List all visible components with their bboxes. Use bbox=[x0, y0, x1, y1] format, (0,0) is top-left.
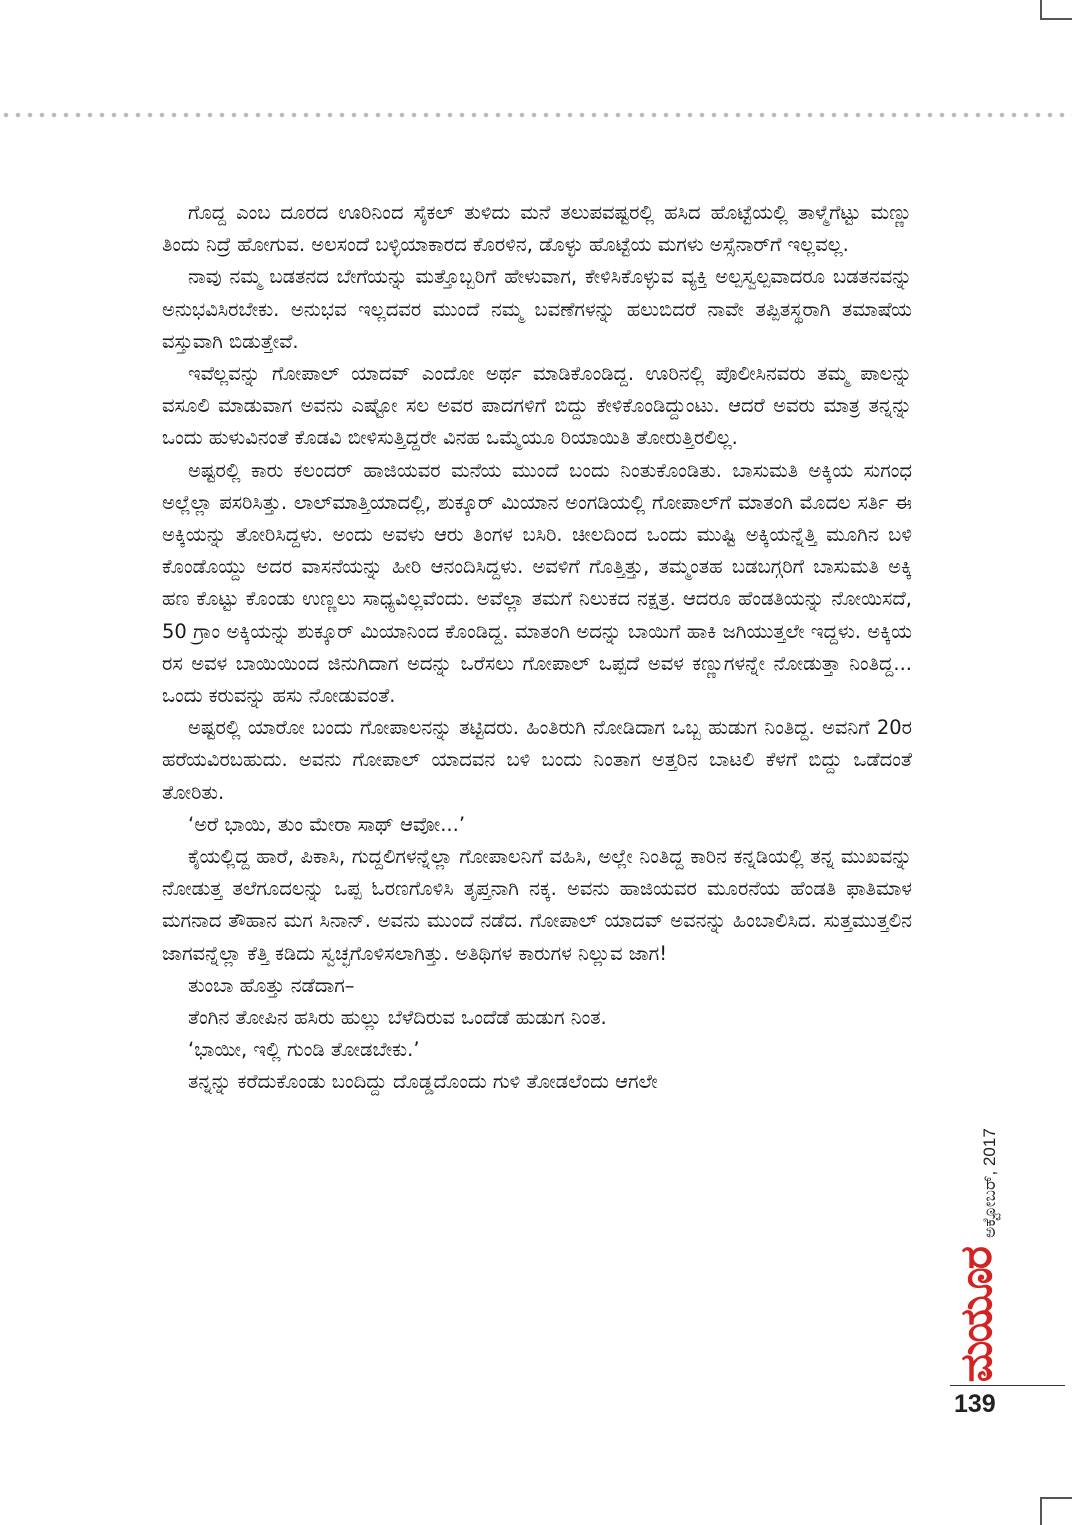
crop-mark-top-vertical bbox=[1040, 0, 1042, 20]
paragraph: ನಾವು ನಮ್ಮ ಬಡತನದ ಬೇಗೆಯನ್ನು ಮತ್ತೊಬ್ಬರಿಗೆ ಹೇಳುವಾಗ, ಕೇಳಿಸಿಕೊಳ್ಳುವ ವ್ಯಕ್ತಿ ಅಲ್ಪಸ್ವಲ್ಪವಾದರೂ ಬಡತನವನ್ನು ಅನುಭವಿಸಿರಬೇಕು. ಅನುಭವ ಇಲ್ಲದವರ ಮುಂದೆ ನಮ್ಮ ಬವಣೆಗಳನ್ನು ಹಲುಬಿದರೆ ನಾವೇ ತಪ್ಪಿತಸ್ಥರಾಗಿ ತಮಾಷೆಯ ವಸ್ತುವಾಗಿ ಬಿಡುತ್ತೇವೆ. bbox=[162, 265, 912, 353]
page-number-rule bbox=[950, 1385, 1065, 1386]
article-body bbox=[162, 197, 912, 1099]
paragraph: ಅಷ್ಟರಲ್ಲಿ ಕಾರು ಕಲಂದರ್ ಹಾಜಿಯವರ ಮನೆಯ ಮುಂದೆ ಬಂದು ನಿಂತುಕೊಂಡಿತು. ಬಾಸುಮತಿ ಅಕ್ಕಿಯ ಸುಗಂಧ ಅಲ್ಲೆಲ್ಲಾ ಪಸರಿಸಿತ್ತು. ಲಾಲ್‌ಮಾತ್ತಿಯಾದಲ್ಲಿ, ಶುಕ್ಕೂರ್ ಮಿಯಾನ ಅಂಗಡಿಯಲ್ಲಿ ಗೋಪಾಲ್‌ಗೆ ಮಾತಂಗಿ ಮೊದಲ ಸರ್ತಿ ಈ ಅಕ್ಕಿಯನ್ನು ತೋರಿಸಿದ್ದಳು. ಅಂದು ಅವಳು ಆರು ತಿಂಗಳ ಬಸಿರಿ. ಚೀಲದಿಂದ ಒಂದು ಮುಷ್ಟಿ ಅಕ್ಕಿಯನ್ನೆತ್ತಿ ಮೂಗಿನ ಬಳಿ ಕೊಂಡೊಯ್ದು ಅದರ ವಾಸನೆಯನ್ನು ಹೀರಿ ಆನಂದಿಸಿದ್ದಳು. ಅವಳಿಗೆ ಗೊತ್ತಿತ್ತು, ತಮ್ಮಂತಹ ಬಡಬಗ್ಗರಿಗೆ ಬಾಸುಮತಿ ಅಕ್ಕಿ ಹಣ ಕೊಟ್ಟು ಕೊಂಡು ಉಣ್ಣಲು ಸಾಧ್ಯವಿಲ್ಲವೆಂದು. ಅವೆಲ್ಲಾ ತಮಗೆ ನಿಲುಕದ ನಕ್ಷತ್ರ. ಆದರೂ ಹೆಂಡತಿಯನ್ನು ನೋಯಿಸದೆ, 50 ಗ್ರಾಂ ಅಕ್ಕಿಯನ್ನು ಶುಕ್ಕೂರ್ ಮಿಯಾನಿಂದ ಕೊಂಡಿದ್ದ. ಮಾತಂಗಿ ಅದನ್ನು ಬಾಯಿಗೆ ಹಾಕಿ ಜಗಿಯುತ್ತಲೇ ಇದ್ದಳು. ಅಕ್ಕಿಯ ರಸ ಅವಳ ಬಾಯಿಯಿಂದ ಜಿನುಗಿದಾಗ ಅದನ್ನು ಒರೆಸಲು ಗೋಪಾಲ್ ಒಪ್ಪದೆ ಅವಳ ಕಣ್ಣುಗಳನ್ನೇ ನೋಡುತ್ತಾ ನಿಂತಿದ್ದ... ಒಂದು ಕರುವನ್ನು ಹಸು ನೋಡುವಂತೆ. bbox=[162, 458, 912, 708]
crop-mark-top-horizontal bbox=[1040, 18, 1072, 20]
page-number: 139 bbox=[954, 1390, 996, 1418]
paragraph: ಕೈಯಲ್ಲಿದ್ದ ಹಾರೆ, ಪಿಕಾಸಿ, ಗುದ್ದಲಿಗಳನ್ನೆಲ್ಲಾ ಗೋಪಾಲನಿಗೆ ವಹಿಸಿ, ಅಲ್ಲೇ ನಿಂತಿದ್ದ ಕಾರಿನ ಕನ್ನಡಿಯಲ್ಲಿ ತನ್ನ ಮುಖವನ್ನು ನೋಡುತ್ತ ತಲೆಗೂದಲನ್ನು ಒಪ್ಪ ಓರಣಗೊಳಿಸಿ ತೃಪ್ತನಾಗಿ ನಕ್ಕ. ಅವನು ಹಾಜಿಯವರ ಮೂರನೆಯ ಹೆಂಡತಿ ಫಾತಿಮಾಳ ಮಗನಾದ ತೌಹಾನ ಮಗ ಸಿನಾನ್. ಅವನು ಮುಂದೆ ನಡೆದ. ಗೋಪಾಲ್ ಯಾದವ್ ಅವನನ್ನು ಹಿಂಬಾಲಿಸಿದ. ಸುತ್ತಮುತ್ತಲಿನ ಜಾಗವನ್ನೆಲ್ಲಾ ಕೆತ್ತಿ ಕಡಿದು ಸ್ವಚ್ಛಗೊಳಿಸಲಾಗಿತ್ತು. ಅತಿಥಿಗಳ ಕಾರುಗಳ ನಿಲ್ಲುವ ಜಾಗ! bbox=[162, 845, 912, 965]
dialogue-line: ‘ಭಾಯೀ, ಇಲ್ಲಿ ಗುಂಡಿ ತೋಡಬೇಕು.’ bbox=[188, 1038, 420, 1062]
dialogue-line: ‘ಅರೆ ಭಾಯಿ, ತುಂ ಮೇರಾ ಸಾಥ್ ಆವೋ...’ bbox=[188, 812, 466, 836]
paragraph: ತುಂಬಾ ಹೊತ್ತು ನಡೆದಾಗ– bbox=[188, 973, 355, 997]
issue-date: ಅಕ್ಟೋಬರ್, 2017 bbox=[980, 1128, 999, 1238]
magazine-logo: ಮಯೂರ bbox=[951, 1248, 1002, 1383]
dotted-separator bbox=[0, 111, 1072, 119]
paragraph: ತನ್ನನ್ನು ಕರೆದುಕೊಂಡು ಬಂದಿದ್ದು ದೊಡ್ಡದೊಂದು ಗುಳಿ ತೋಡಲೆಂದು ಆಗಲೇ bbox=[188, 1070, 658, 1094]
paragraph: ತೆಂಗಿನ ತೋಪಿನ ಹಸಿರು ಹುಲ್ಲು ಬೆಳೆದಿರುವ ಒಂದೆಡೆ ಹುಡುಗ ನಿಂತ. bbox=[188, 1006, 607, 1030]
paragraph: ಗೊದ್ದ ಎಂಬ ದೂರದ ಊರಿನಿಂದ ಸೈಕಲ್ ತುಳಿದು ಮನೆ ತಲುಪವಷ್ಟರಲ್ಲಿ ಹಸಿದ ಹೊಟ್ಟೆಯಲ್ಲಿ ತಾಳ್ಮೆಗೆಟ್ಟು ಮಣ್ಣು ತಿಂದು ನಿದ್ರೆ ಹೋಗುವ. ಅಲಸಂದೆ ಬಳ್ಳಿಯಾಕಾರದ ಕೊರಳಿನ, ಡೊಳ್ಳು ಹೊಟ್ಟೆಯ ಮಗಳು ಅಸ್ಸೆನಾರ್‌ಗೆ ಇಲ್ಲವಲ್ಲ. bbox=[162, 201, 912, 257]
paragraph: ಅಷ್ಟರಲ್ಲಿ ಯಾರೋ ಬಂದು ಗೋಪಾಲನನ್ನು ತಟ್ಟಿದರು. ಹಿಂತಿರುಗಿ ನೋಡಿದಾಗ ಒಬ್ಬ ಹುಡುಗ ನಿಂತಿದ್ದ. ಅವನಿಗೆ 20ರ ಹರೆಯವಿರಬಹುದು. ಅವನು ಗೋಪಾಲ್ ಯಾದವನ ಬಳಿ ಬಂದು ನಿಂತಾಗ ಅತ್ತರಿನ ಬಾಟಲಿ ಕೆಳಗೆ ಬಿದ್ದು ಒಡೆದಂತೆ ತೋರಿತು. bbox=[162, 716, 912, 804]
crop-mark-bottom-horizontal bbox=[1040, 1497, 1072, 1499]
paragraph: ಇವೆಲ್ಲವನ್ನು ಗೋಪಾಲ್ ಯಾದವ್ ಎಂದೋ ಅರ್ಥ ಮಾಡಿಕೊಂಡಿದ್ದ. ಊರಿನಲ್ಲಿ ಪೊಲೀಸಿನವರು ತಮ್ಮ ಪಾಲನ್ನು ವಸೂಲಿ ಮಾಡುವಾಗ ಅವನು ಎಷ್ಟೋ ಸಲ ಅವರ ಪಾದಗಳಿಗೆ ಬಿದ್ದು ಕೇಳಿಕೊಂಡಿದ್ದುಂಟು. ಆದರೆ ಅವರು ಮಾತ್ರ ತನ್ನನ್ನು ಒಂದು ಹುಳುವಿನಂತೆ ಕೊಡವಿ ಬೀಳಿಸುತ್ತಿದ್ದರೇ ವಿನಹ ಒಮ್ಮೆಯೂ ರಿಯಾಯಿತಿ ತೋರುತ್ತಿರಲಿಲ್ಲ. bbox=[162, 362, 912, 450]
crop-mark-bottom-vertical bbox=[1040, 1497, 1042, 1525]
